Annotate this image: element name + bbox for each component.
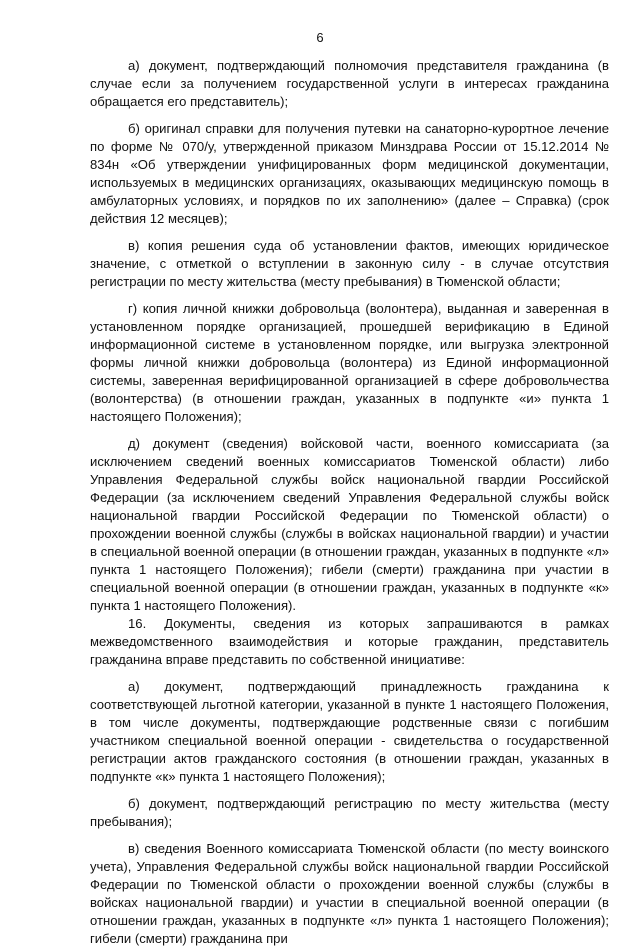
page-number: 6 — [316, 30, 324, 45]
paragraph-15v: в) копия решения суда об установлении фактов, имеющих юридическое значение, с отметкой о вступлении в законную силу - в случае отсутствия регистрации по месту жительства (месту пребывания) в Тюменской области; — [90, 238, 609, 289]
paragraph-16a: а) документ, подтверждающий принадлежность гражданина к соответствующей льготной категории, указанной в пункте 1 настоящего Положения, в том числе документы, подтверждающие родственные связи с погибшим участником специальной военной операции - свидетельства о государственной регистрации актов гражданского состояния (в отношении граждан, указанных в подпункте «к» пункта 1 настоящего Положения); — [90, 679, 609, 784]
paragraph-16: 16. Документы, сведения из которых запрашиваются в рамках межведомственного взаимодействия и которые гражданин, представитель гражданина вправе представить по собственной инициативе: — [90, 616, 609, 667]
paragraph-15d: д) документ (сведения) войсковой части, военного комиссариата (за исключением сведений военных комиссариатов Тюменской области) либо Управления Федеральной службы войск национальной гвардии Российской Федерации (за исключением сведений Управления Федеральной службы войск национальной гвардии Российской Федерации по Тюменской области) о прохождении военной службы (службы в войсках национальной гвардии) и участии в специальной военной операции (в отношении граждан, указанных в подпункте «л» пункта 1 настоящего Положения); гибели (смерти) гражданина при участии в специальной военной операции (в отношении граждан, указанных в подпункте «к» пункта 1 настоящего Положения). — [90, 436, 609, 613]
paragraph-15g: г) копия личной книжки добровольца (волонтера), выданная и заверенная в установленном порядке организацией, прошедшей верификацию в Единой информационной системе в установленном порядке, или выгрузка электронной формы личной книжки добровольца (волонтера) из Единой информационной системы, заверенная верифицированной организацией в сфере добровольчества (волонтерства) (в отношении граждан, указанных в подпункте «и» пункта 1 настоящего Положения); — [90, 301, 609, 424]
document-body — [90, 57, 609, 948]
paragraph-16v: в) сведения Военного комиссариата Тюменской области (по месту воинского учета), Управления Федеральной службы войск национальной гвардии Российской Федерации по Тюменской области о прохождении военной службы (службы в войсках национальной гвардии) и участии в специальной военной операции (в отношении граждан, указанных в подпункте «л» пункта 1 настоящего Положения); гибели (смерти) гражданина при — [90, 841, 609, 946]
paragraph-15a: а) документ, подтверждающий полномочия представителя гражданина (в случае если за получением государственной услуги в интересах гражданина обращается его представитель); — [90, 58, 609, 109]
paragraph-15b: б) оригинал справки для получения путевки на санаторно-курортное лечение по форме № 070/у, утвержденной приказом Минздрава России от 15.12.2014 № 834н «Об утверждении унифицированных форм медицинской документации, используемых в медицинских организациях, оказывающих медицинскую помощь в амбулаторных условиях, и порядков по их заполнению» (далее – Справка) (срок действия 12 месяцев); — [90, 121, 609, 226]
paragraph-16b: б) документ, подтверждающий регистрацию по месту жительства (месту пребывания); — [90, 796, 609, 829]
